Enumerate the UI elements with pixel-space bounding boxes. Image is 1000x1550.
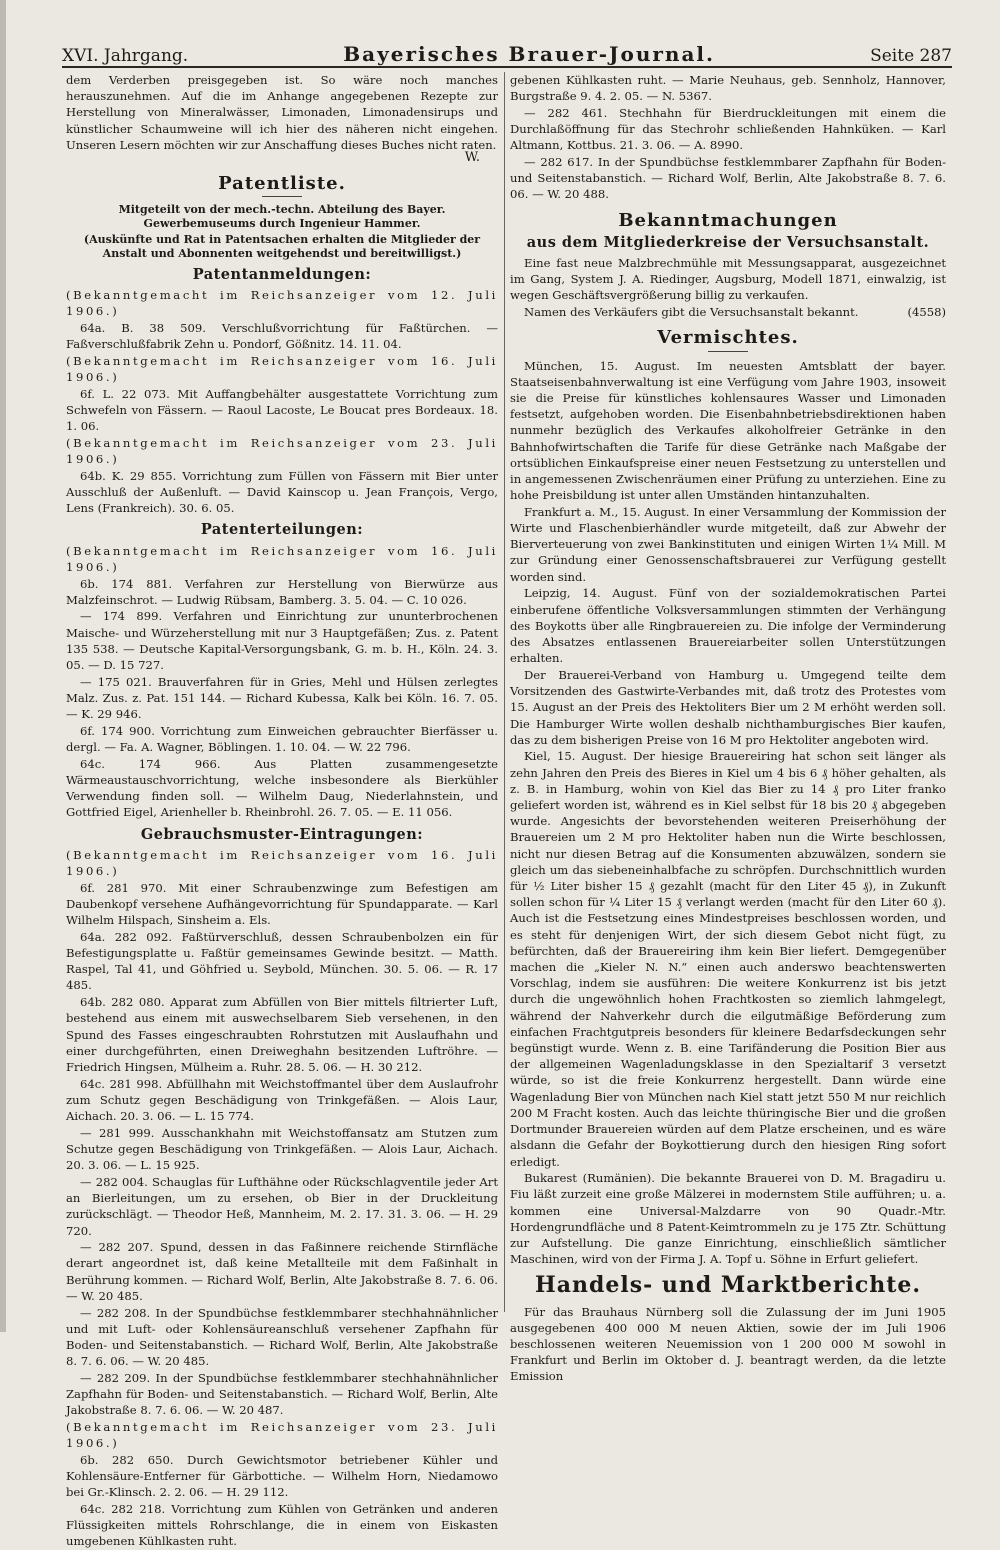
utility-model-entry: — 281 999. Ausschankhahn mit Weichstoffansatz am Stutzen zum Schutze gegen Beschädigung von Trinkgefäßen. — Alois Laur, Aichach. 20. 3. 06. — L. 15 925. [66, 1125, 498, 1173]
news-item-hamburg: Der Brauerei-Verband von Hamburg u. Umgegend teilte dem Vorsitzenden des Gastwirte-Verbandes mit, daß trotz des Protestes vom 15. August an der Preis des Hektoliters Bier um 2 M erhöht werden soll. Die Hamburger Wirte wollen deshalb nichthamburgisches Bier kaufen, das zu dem bisherigen Preise von 16 M pro Hektoliter angeboten wird. [510, 667, 946, 747]
right-column [510, 72, 946, 1384]
utility-model-entry: 64c. 281 998. Abfüllhahn mit Weichstoffmantel über dem Auslaufrohr zum Schutz gegen Beschädigung von Trinkgefäßen. — Alois Laur, Aichach. 20. 3. 06. — L. 15 774. [66, 1076, 498, 1124]
vermischtes-heading: Vermischtes. [657, 327, 799, 349]
left-column [66, 72, 498, 1549]
heading-rule [708, 351, 748, 352]
utility-model-entry: 64a. 282 092. Faßtürverschluß, dessen Schraubenbolzen ein für Befestigungsplatte u. Faßtür gemeinsames Gewinde besitzt. — Matth. Raspel, Tal 41, und Göhfried u. Seybold, München. 30. 5. 06. — R. 17 485. [66, 929, 498, 993]
market-report-text: Für das Brauhaus Nürnberg soll die Zulassung der im Juni 1905 ausgegebenen 400 000 M neuen Aktien, sowie der im Juli 1906 beschlossenen weiteren Neuemission von 1 200 000 M sowohl in Frankfurt und Berlin im Oktober d. J. beantragt werden, da die letzte Emission [510, 1304, 946, 1384]
handels-heading: Handels- und Marktberichte. [534, 1272, 922, 1299]
page-number: Seite 287 [870, 46, 952, 66]
erteilungen-heading: Patenterteilungen: [200, 521, 364, 539]
announcement-line: (Bekanntgemacht im Reichsanzeiger vom 16. Juli 1906.) [66, 847, 498, 879]
announcement-line: (Bekanntgemacht im Reichsanzeiger vom 23. Juli 1906.) [66, 435, 498, 467]
notice-text: Eine fast neue Malzbrechmühle mit Messungsapparat, ausgezeichnet im Gang, System J. A. Riedinger, Augsburg, Modell 1871, einwalzig, ist wegen Geschäftsvergrößerung billig zu verkaufen. [510, 256, 946, 303]
journal-title: Bayerisches Brauer-Journal. [343, 42, 715, 66]
anmeldungen-heading: Patentanmeldungen: [192, 265, 372, 283]
bekanntmachungen-heading: Bekanntmachungen [618, 209, 838, 231]
patent-note-source: Mitgeteilt von der mech.-techn. Abteilung des Bayer. Gewerbemuseums durch Ingenieur Hammer. [118, 202, 446, 230]
notice-number: (4558) [907, 305, 946, 320]
announcement-line: (Bekanntgemacht im Reichsanzeiger vom 16. Juli 1906.) [66, 353, 498, 385]
utility-model-entry: — 282 617. In der Spundbüchse festklemmbarer Zapfhahn für Boden- und Seitenstabanstich. — Richard Wolf, Berlin, Alte Jakobstraße 8. 7. 6. 06. — W. 20 488. [510, 155, 946, 202]
column-divider [504, 72, 505, 1312]
notice-contact-text: Namen des Verkäufers gibt die Versuchsanstalt bekannt. [524, 305, 859, 320]
gebrauchsmuster-heading: Gebrauchsmuster-Eintragungen: [140, 825, 424, 843]
utility-model-entry: 6b. 282 650. Durch Gewichtsmotor betriebener Kühler und Kohlensäure-Entferner für Gärbottiche. — Wilhelm Horn, Niedamowo bei Gr.-Klinsch. 2. 2. 06. — H. 29 112. [66, 1452, 498, 1500]
intro-signature: W. [464, 149, 480, 165]
news-item-bukarest: Bukarest (Rumänien). Die bekannte Brauerei von D. M. Bragadiru u. Fiu läßt zurzeit eine große Mälzerei in modernstem Stile aufführen; u. a. kommen eine Universal-Malzdarre von 90 Quadr.-Mtr. Hordengrundfläche und 8 Patent-Keimtrommeln zu je 175 Ztr. Schüttung zur Aufstellung. Die ganze Einrichtung, einschließlich sämtlicher Maschinen, wird von der Firma J. A. Topf u. Söhne in Erfurt geliefert. [510, 1171, 946, 1267]
news-item-frankfurt: Frankfurt a. M., 15. August. In einer Versammlung der Kommission der Wirte und Flaschenbierhändler wurde mitgeteilt, daß zur Abwehr der Bierverteuerung von zwei Bankinstituten und einigen Wirten 1¼ Mill. M zur Gründung einer Genossenschaftsbrauerei zur Verfügung gestellt worden sind. [510, 504, 946, 584]
patent-entry: 64a. B. 38 509. Verschlußvorrichtung für Faßtürchen. — Faßverschlußfabrik Zehn u. Pondorf, Gößnitz. 14. 11. 04. [66, 321, 498, 352]
page-edge [0, 0, 6, 1332]
patent-entry: 6b. 174 881. Verfahren zur Herstellung von Bierwürze aus Malzfeinschrot. — Ludwig Rübsam, Bamberg. 3. 5. 04. — C. 10 026. [66, 576, 498, 607]
news-item-leipzig: Leipzig, 14. August. Fünf von der sozialdemokratischen Partei einberufene öffentliche Volksversammlungen stimmten der Verhängung des Boykotts über alle Ringbrauereien zu. Die infolge der Verminderung des Absatzes entlassenen Brauereiarbeiter sollen Unterstützungen erhalten. [510, 586, 946, 666]
patent-entry: — 175 021. Brauverfahren für in Gries, Mehl und Hülsen zerlegtes Malz. Zus. z. Pat. 151 144. — Richard Kubessa, Kalk bei Köln. 16. 7. 05. — K. 29 946. [66, 674, 498, 722]
news-item-kiel: Kiel, 15. August. Der hiesige Brauereiring hat schon seit länger als zehn Jahren den Preis des Bieres in Kiel um 4 bis 6 ₰ höher gehalten, als z. B. in Hamburg, wohin von Kiel das Bier zu 14 ₰ pro Liter franko geliefert worden ist, während es in Kiel selbst für 18 bis 20 ₰ abgegeben wurde. Angesichts der bevorstehenden weiteren Preiserhöhung der Brauereien um 2 M pro Hektoliter haben nun die Wirte beschlossen, nicht nur diesen Betrag auf die Konsumenten abzuwälzen, sondern sie gleich um das siebeneinhalbfache zu schröpfen. Durchschnittlich wurden für ½ Liter bisher 15 ₰ gezahlt (macht für den Liter 45 ₰), in Zukunft sollen schon für ¼ Liter 15 ₰ verlangt werden (macht für den Liter 60 ₰). Auch ist die Festsetzung eines Mindestpreises beschlossen worden, und es steht für denjenigen Wirt, der sich diesem Gebot nicht fügt, zu befürchten, daß der Brauereiring ihm kein Bier liefert. Demgegenüber machen die „Kieler N. N.“ einen auch anderswo beachtenswerten Vorschlag, indem sie ausführen: Die weitere Konkurrenz ist bis jetzt durch die ungewöhnlich hohen Frachtkosten so ziemlich lahmgelegt, während der Nahverkehr durch die eilgutmäßige Beförderung zum einfachen Frachtgutpreis besonders für kleinere Bedarfsdeckungen sehr begünstigt wurde. Wenn z. B. eine Tarifänderung die Position Bier aus der allgemeinen Wagenladungsklasse in den Spezialtarif 3 versetzt würde, so ist die freie Konkurrenz hergestellt. Dann würde eine Wagenladung Bier von München nach Kiel statt jetzt 550 M nur reichlich 200 M Fracht kosten. Auch das leichte thüringische Bier und die großen Dortmunder Brauereien würden auf dem Platze erscheinen, und es wäre alsdann die Gefahr der Boykottierung durch den hiesigen Ring sofort erledigt. [510, 749, 946, 1169]
utility-model-entry: — 282 004. Schauglas für Lufthähne oder Rückschlagventile jeder Art an Bierleitungen, um zu ersehen, ob Bier in der Druckleitung zurückschlägt. — Theodor Heß, Mannheim, M. 2. 17. 31. 3. 06. — H. 29 720. [66, 1174, 498, 1238]
utility-model-entry: 6f. 281 970. Mit einer Schraubenzwinge zum Befestigen am Daubenkopf versehene Aufhängevorrichtung für Spundapparate. — Karl Wilhelm Hilspach, Sinsheim a. Els. [66, 880, 498, 928]
heading-rule [262, 196, 302, 197]
announcement-line: (Bekanntgemacht im Reichsanzeiger vom 16. Juli 1906.) [66, 543, 498, 574]
utility-model-entry: 64c. 282 218. Vorrichtung zum Kühlen von Getränken und anderen Flüssigkeiten mittels Rohrschlange, die in einem von Eiskasten umgebenen Kühlkasten ruht. [66, 1501, 498, 1549]
intro-paragraph: dem Verderben preisgegeben ist. So wäre noch manches herauszunehmen. Auf die im Anhange angegebenen Rezepte zur Herstellung von Mineralwässer, Limonaden, Limonadensirups und künstlicher Schaumweine will ich hier des näheren nicht eingehen. Unseren Lesern möchten wir zur Anschaffung dieses Buches nicht raten. [66, 73, 498, 152]
page-header [62, 34, 952, 68]
patent-entry: 64b. K. 29 855. Vorrichtung zum Füllen von Fässern mit Bier unter Ausschluß der Außenluft. — David Kainscop u. Jean François, Vergo, Lens (Frankreich). 30. 6. 05. [66, 468, 498, 516]
news-item-muenchen: München, 15. August. Im neuesten Amtsblatt der bayer. Staatseisenbahnverwaltung ist eine Verfügung vom Jahre 1903, insoweit sie die Preise für künstliches kohlensaures Wasser und Limonaden festsetzt, aufgehoben worden. Die Eisenbahnbetriebsdirektionen haben nunmehr bezüglich des Verkaufes alkoholfreier Getränke in den Bahnhofwirtschaften die Tarife für diese Getränke nach Maßgabe der ortsüblichen Einkaufspreise einer neuen Festsetzung zu unterstellen und in angemessenen Zwischenräumen einer Prüfung zu unterziehen. Eine zu hohe Preisbildung ist unter allen Umständen hintanzuhalten. [510, 358, 946, 503]
patent-note-advice: (Auskünfte und Rat in Patentsachen erhalten die Mitglieder der Anstalt und Abonnenten weitgehendst und bereitwilligst.) [83, 232, 481, 260]
utility-model-entry: — 282 461. Stechhahn für Bierdruckleitungen mit einem die Durchlaßöffnung für das Stechrohr schließenden Hahnküken. — Karl Altmann, Kottbus. 21. 3. 06. — A. 8990. [510, 105, 946, 153]
utility-model-entry: — 282 209. In der Spundbüchse festklemmbarer stechhahnähnlicher Zapfhahn für Boden- und Seitenstabanstich. — Richard Wolf, Berlin, Alte Jakobstraße 8. 7. 6. 06. — W. 20 487. [66, 1370, 498, 1418]
patent-entry: 6f. L. 22 073. Mit Auffangbehälter ausgestattete Vorrichtung zum Schwefeln von Fässern. — Raoul Lacoste, Le Boucat pres Bordeaux. 18. 1. 06. [66, 386, 498, 434]
announcement-line: (Bekanntgemacht im Reichsanzeiger vom 12. Juli 1906.) [66, 288, 498, 319]
utility-model-entry: — 282 208. In der Spundbüchse festklemmbarer stechhahnähnlicher und mit Luft- oder Kohlensäureanschluß versehener Zapfhahn für Boden- und Seitenstabanstich. — Richard Wolf, Berlin, Alte Jakobstraße 8. 7. 6. 06. — W. 20 485. [66, 1305, 498, 1369]
patent-entry: 64c. 174 966. Aus Platten zusammengesetzte Wärmeaustauschvorrichtung, welche insbesondere als Bierkühler Verwendung finden soll. — Wilhelm Daug, Niederlahnstein, und Gottfried Eigel, Arienheller b. Rheinbrohl. 26. 7. 05. — E. 11 056. [66, 756, 498, 820]
notice-contact [510, 304, 946, 320]
utility-model-entry: 64b. 282 080. Apparat zum Abfüllen von Bier mittels filtrierter Luft, bestehend aus einem mit auswechselbarem Sieb versehenen, in den Spund des Fasses eingeschraubten Rohrstutzen mit Auslaufhahn und einer durchgeführten, einen Dreiweghahn besitzenden Luftröhre. — Friedrich Hingsen, Mülheim a. Ruhr. 28. 5. 06. — H. 30 212. [66, 995, 498, 1074]
utility-model-entry: — 282 207. Spund, dessen in das Faßinnere reichende Stirnfläche derart angeordnet ist, daß keine Metallteile mit dem Faßinhalt in Berührung kommen. — Richard Wolf, Berlin, Alte Jakobstraße 8. 7. 6. 06. — W. 20 485. [66, 1240, 498, 1303]
utility-model-entry: gebenen Kühlkasten ruht. — Marie Neuhaus, geb. Sennholz, Hannover, Burgstraße 9. 4. 2. 05. — N. 5367. [510, 73, 946, 104]
bekanntmachungen-subheading: aus dem Mitgliederkreise der Versuchsanstalt. [526, 233, 930, 251]
patent-entry: 6f. 174 900. Vorrichtung zum Einweichen gebrauchter Bierfässer u. dergl. — Fa. A. Wagner, Böblingen. 1. 10. 04. — W. 22 796. [66, 723, 498, 755]
patent-entry: — 174 899. Verfahren und Einrichtung zur ununterbrochenen Maische- und Würzeherstellung mit nur 3 Hauptgefäßen; Zus. z. Patent 135 538. — Deutsche Kapital-Versorgungsbank, G. m. b. H., Köln. 24. 3. 05. — D. 15 727. [66, 609, 498, 673]
announcement-line: (Bekanntgemacht im Reichsanzeiger vom 23. Juli 1906.) [66, 1419, 498, 1451]
volume-label: XVI. Jahrgang. [62, 46, 189, 66]
patent-list-heading: Patentliste. [218, 172, 346, 194]
